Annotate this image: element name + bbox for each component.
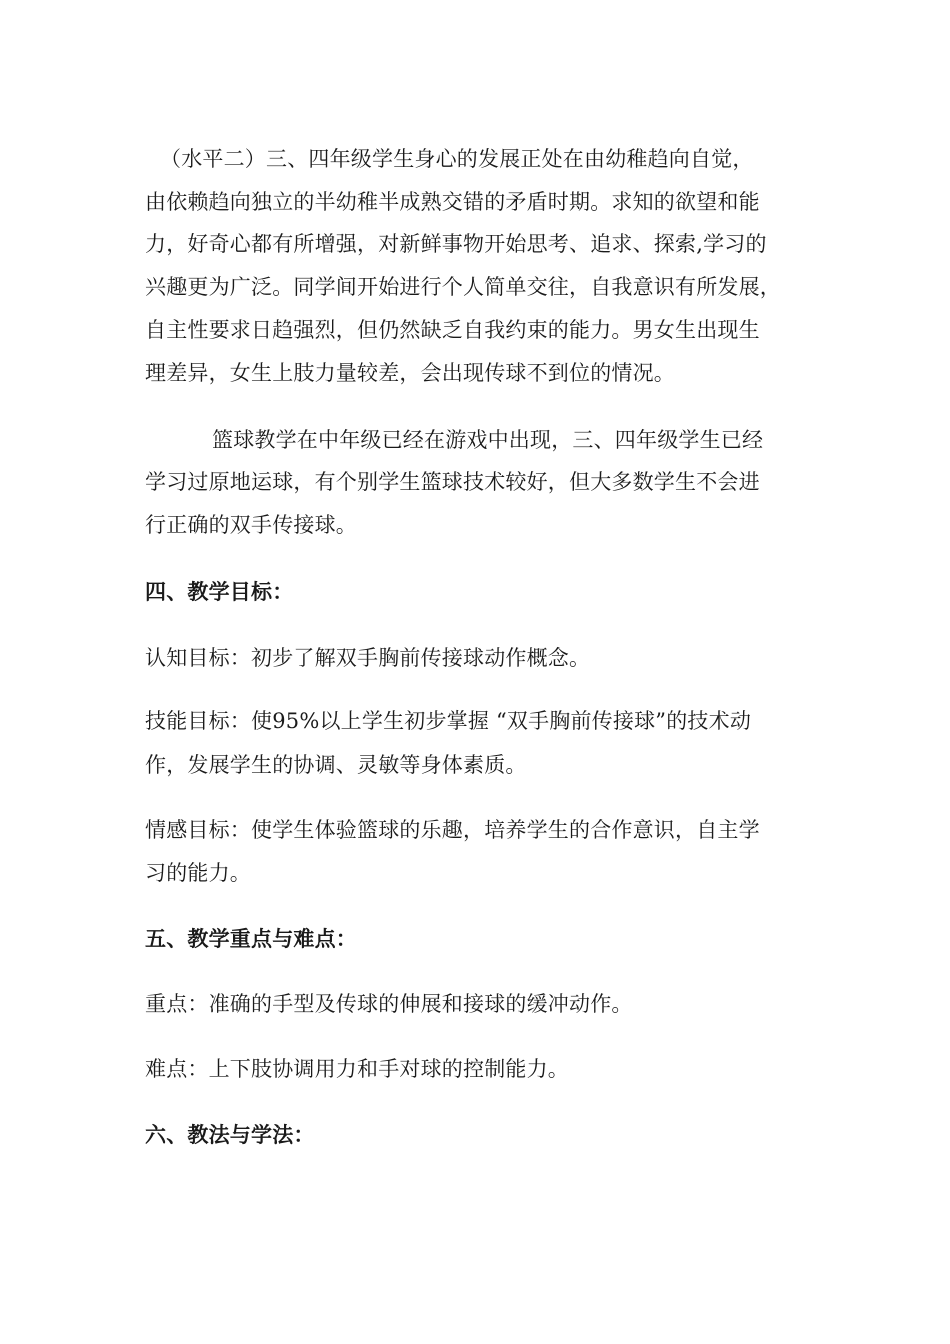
skill-objective-line: 技能目标：使95%以上学生初步掌握 “双手胸前传接球”的技术动 — [145, 709, 752, 733]
paragraph-line: 由依赖趋向独立的半幼稚半成熟交错的矛盾时期。求知的欲望和能 — [145, 190, 760, 214]
paragraph-line: 篮球教学在中年级已经在游戏中出现，三、四年级学生已经 — [212, 428, 764, 452]
paragraph-line: 理差异，女生上肢力量较差，会出现传球不到位的情况。 — [145, 361, 675, 385]
section-heading: 五、教学重点与难点： — [145, 926, 357, 951]
cognitive-objective: 认知目标：初步了解双手胸前传接球动作概念。 — [145, 646, 591, 670]
paragraph-line: 自主性要求日趋强烈，但仍然缺乏自我约束的能力。男女生出现生 — [145, 318, 760, 342]
paragraph-line: 兴趣更为广泛。同学间开始进行个人简单交往，自我意识有所发展， — [145, 275, 781, 299]
paragraph-line: 学习过原地运球，有个别学生篮球技术较好，但大多数学生不会进 — [145, 470, 760, 494]
paragraph-line: （水平二）三、四年级学生身心的发展正处在由幼稚趋向自觉， — [160, 147, 754, 171]
section-heading: 四、教学目标： — [145, 579, 294, 604]
key-point: 重点：准确的手型及传球的伸展和接球的缓冲动作。 — [145, 992, 633, 1016]
paragraph-line: 力，好奇心都有所增强，对新鲜事物开始思考、追求、探索,学习的 — [145, 232, 767, 256]
emotion-objective-line: 情感目标：使学生体验篮球的乐趣，培养学生的合作意识，自主学 — [145, 818, 760, 842]
difficulty-point: 难点：上下肢协调用力和手对球的控制能力。 — [145, 1057, 569, 1081]
paragraph-line: 行正确的双手传接球。 — [145, 513, 357, 537]
section-heading: 六、教法与学法： — [145, 1122, 315, 1147]
skill-objective-line: 作，发展学生的协调、灵敏等身体素质。 — [145, 753, 527, 777]
emotion-objective-line: 习的能力。 — [145, 861, 251, 885]
